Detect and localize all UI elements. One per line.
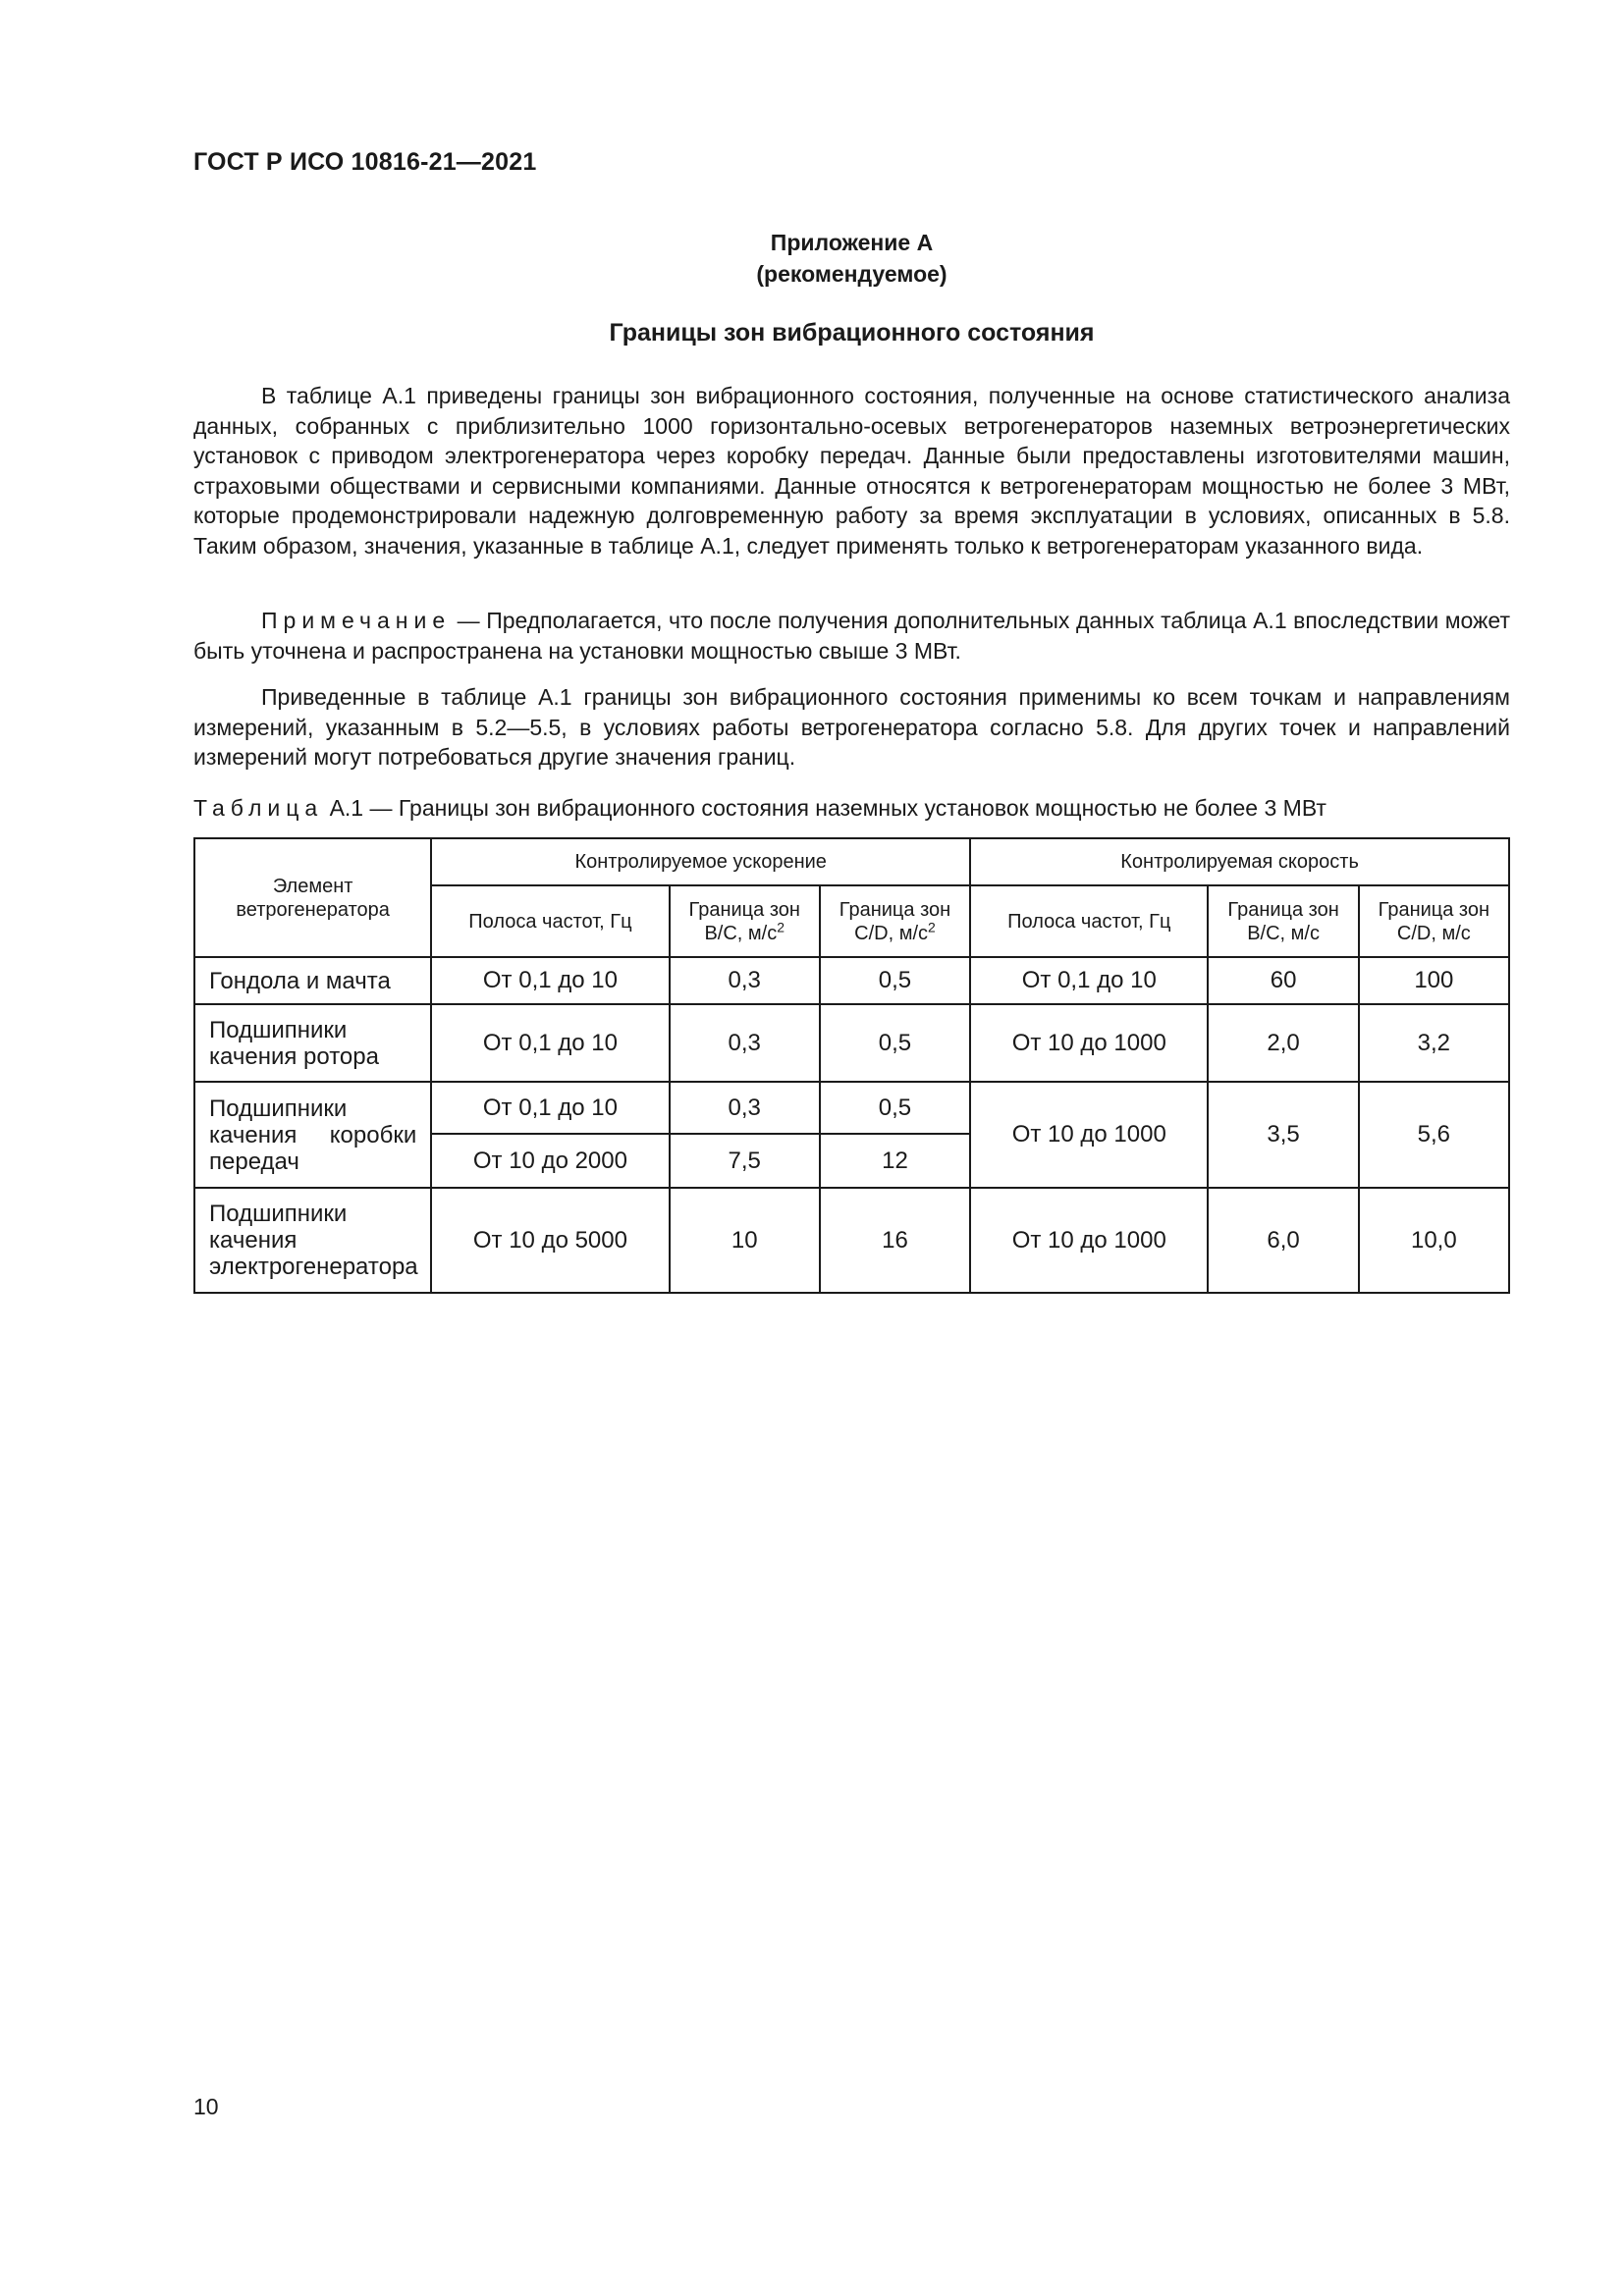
note-label: Примечание xyxy=(261,608,452,633)
cell-accel-bc: 10 xyxy=(670,1188,820,1293)
cell-velocity-bc: 2,0 xyxy=(1208,1004,1358,1082)
table-caption-label: Таблица xyxy=(193,795,324,821)
note-paragraph xyxy=(193,606,1510,666)
header-accel-cd-label: Граница зон С/D, м/с xyxy=(839,898,951,944)
cell-accel-bc: 7,5 xyxy=(670,1134,820,1188)
cell-velocity-bc: 3,5 xyxy=(1208,1082,1358,1188)
cell-accel-cd: 0,5 xyxy=(820,1082,970,1134)
header-velocity-bc: Граница зон В/С, м/с xyxy=(1208,885,1358,957)
cell-velocity-bc: 6,0 xyxy=(1208,1188,1358,1293)
squared-exponent: 2 xyxy=(928,918,936,934)
header-element: Элемент ветрогенератора xyxy=(194,838,431,957)
header-accel-bc-label: Граница зон В/С, м/с xyxy=(688,898,800,944)
vibration-zones-table xyxy=(193,837,1510,1294)
cell-velocity-band: От 0,1 до 10 xyxy=(970,957,1208,1004)
cell-velocity-band: От 10 до 1000 xyxy=(970,1004,1208,1082)
paragraph-intro-text: В таблице А.1 приведены границы зон вибрационного состояния, полученные на основе статистического анализа данных, собранных с приблизительно 1000 горизонтально-осевых ветрогенераторов наземных ветроэнергетических установок с приводом электрогенератора через коробку передач. Данные были предоставлены изготовителями машин, страховыми обществами и сервисными компаниями. Данные относятся к ветрогенераторам мощностью не более 3 МВт, которые продемонстрировали надежную долговременную работу за время эксплуатации в условиях, описанных в 5.8. Таким образом, значения, указанные в таблице А.1, следует применять только к ветрогенераторам указанного вида. xyxy=(193,383,1510,559)
table-caption xyxy=(193,795,1326,822)
section-title: Границы зон вибрационного состояния xyxy=(609,319,1095,347)
annex-title: Приложение А xyxy=(770,230,934,255)
cell-accel-band: От 10 до 2000 xyxy=(431,1134,669,1188)
table-row xyxy=(194,957,1509,1004)
row-element: Подшипники качения электрогенератора xyxy=(194,1188,431,1293)
header-accel-group: Контролируемое ускорение xyxy=(431,838,970,885)
paragraph-note xyxy=(193,606,1510,666)
cell-accel-cd: 12 xyxy=(820,1134,970,1188)
header-velocity-band: Полоса частот, Гц xyxy=(970,885,1208,957)
cell-accel-band: От 0,1 до 10 xyxy=(431,1004,669,1082)
cell-accel-bc: 0,3 xyxy=(670,1082,820,1134)
table-row xyxy=(194,1188,1509,1293)
cell-accel-bc: 0,3 xyxy=(670,1004,820,1082)
cell-velocity-cd: 5,6 xyxy=(1359,1082,1509,1188)
cell-velocity-bc: 60 xyxy=(1208,957,1358,1004)
header-velocity-group: Контролируемая скорость xyxy=(970,838,1509,885)
table-row xyxy=(194,1004,1509,1082)
cell-velocity-band: От 10 до 1000 xyxy=(970,1082,1208,1188)
document-code-header: ГОСТ Р ИСО 10816-21—2021 xyxy=(193,148,537,176)
cell-velocity-cd: 3,2 xyxy=(1359,1004,1509,1082)
table-caption-text: А.1 — Границы зон вибрационного состояния наземных установок мощностью не более 3 МВт xyxy=(323,795,1326,821)
cell-velocity-cd: 100 xyxy=(1359,957,1509,1004)
cell-accel-cd: 16 xyxy=(820,1188,970,1293)
table-header-row xyxy=(194,838,1509,885)
header-accel-bc xyxy=(670,885,820,957)
cell-accel-cd: 0,5 xyxy=(820,1004,970,1082)
annex-heading xyxy=(193,227,1510,290)
cell-velocity-band: От 10 до 1000 xyxy=(970,1188,1208,1293)
cell-velocity-cd: 10,0 xyxy=(1359,1188,1509,1293)
row-element: Подшипники качения коробки передач xyxy=(194,1082,431,1188)
cell-accel-cd: 0,5 xyxy=(820,957,970,1004)
page-number: 10 xyxy=(193,2094,219,2119)
header-velocity-cd: Граница зон С/D, м/с xyxy=(1359,885,1509,957)
header-accel-band: Полоса частот, Гц xyxy=(431,885,669,957)
paragraph-applicability xyxy=(193,682,1510,773)
annex-status: (рекомендуемое) xyxy=(756,261,947,287)
cell-accel-band: От 0,1 до 10 xyxy=(431,957,669,1004)
cell-accel-bc: 0,3 xyxy=(670,957,820,1004)
header-accel-cd xyxy=(820,885,970,957)
cell-accel-band: От 0,1 до 10 xyxy=(431,1082,669,1134)
table-row xyxy=(194,1082,1509,1134)
row-element: Подшипники качения ротора xyxy=(194,1004,431,1082)
paragraph-applicability-text: Приведенные в таблице А.1 границы зон вибрационного состояния применимы ко всем точкам и направлениям измерений, указанным в 5.2—5.5, в условиях работы ветрогенератора согласно 5.8. Для других точек и направлений измерений могут потребоваться другие значения границ. xyxy=(193,684,1510,770)
row-element: Гондола и мачта xyxy=(194,957,431,1004)
squared-exponent: 2 xyxy=(777,918,785,934)
paragraph-intro xyxy=(193,381,1510,561)
cell-accel-band: От 10 до 5000 xyxy=(431,1188,669,1293)
note-text: — Предполагается, что после получения дополнительных данных таблица А.1 впоследствии может быть уточнена и распространена на установки мощностью свыше 3 МВт. xyxy=(193,608,1510,664)
